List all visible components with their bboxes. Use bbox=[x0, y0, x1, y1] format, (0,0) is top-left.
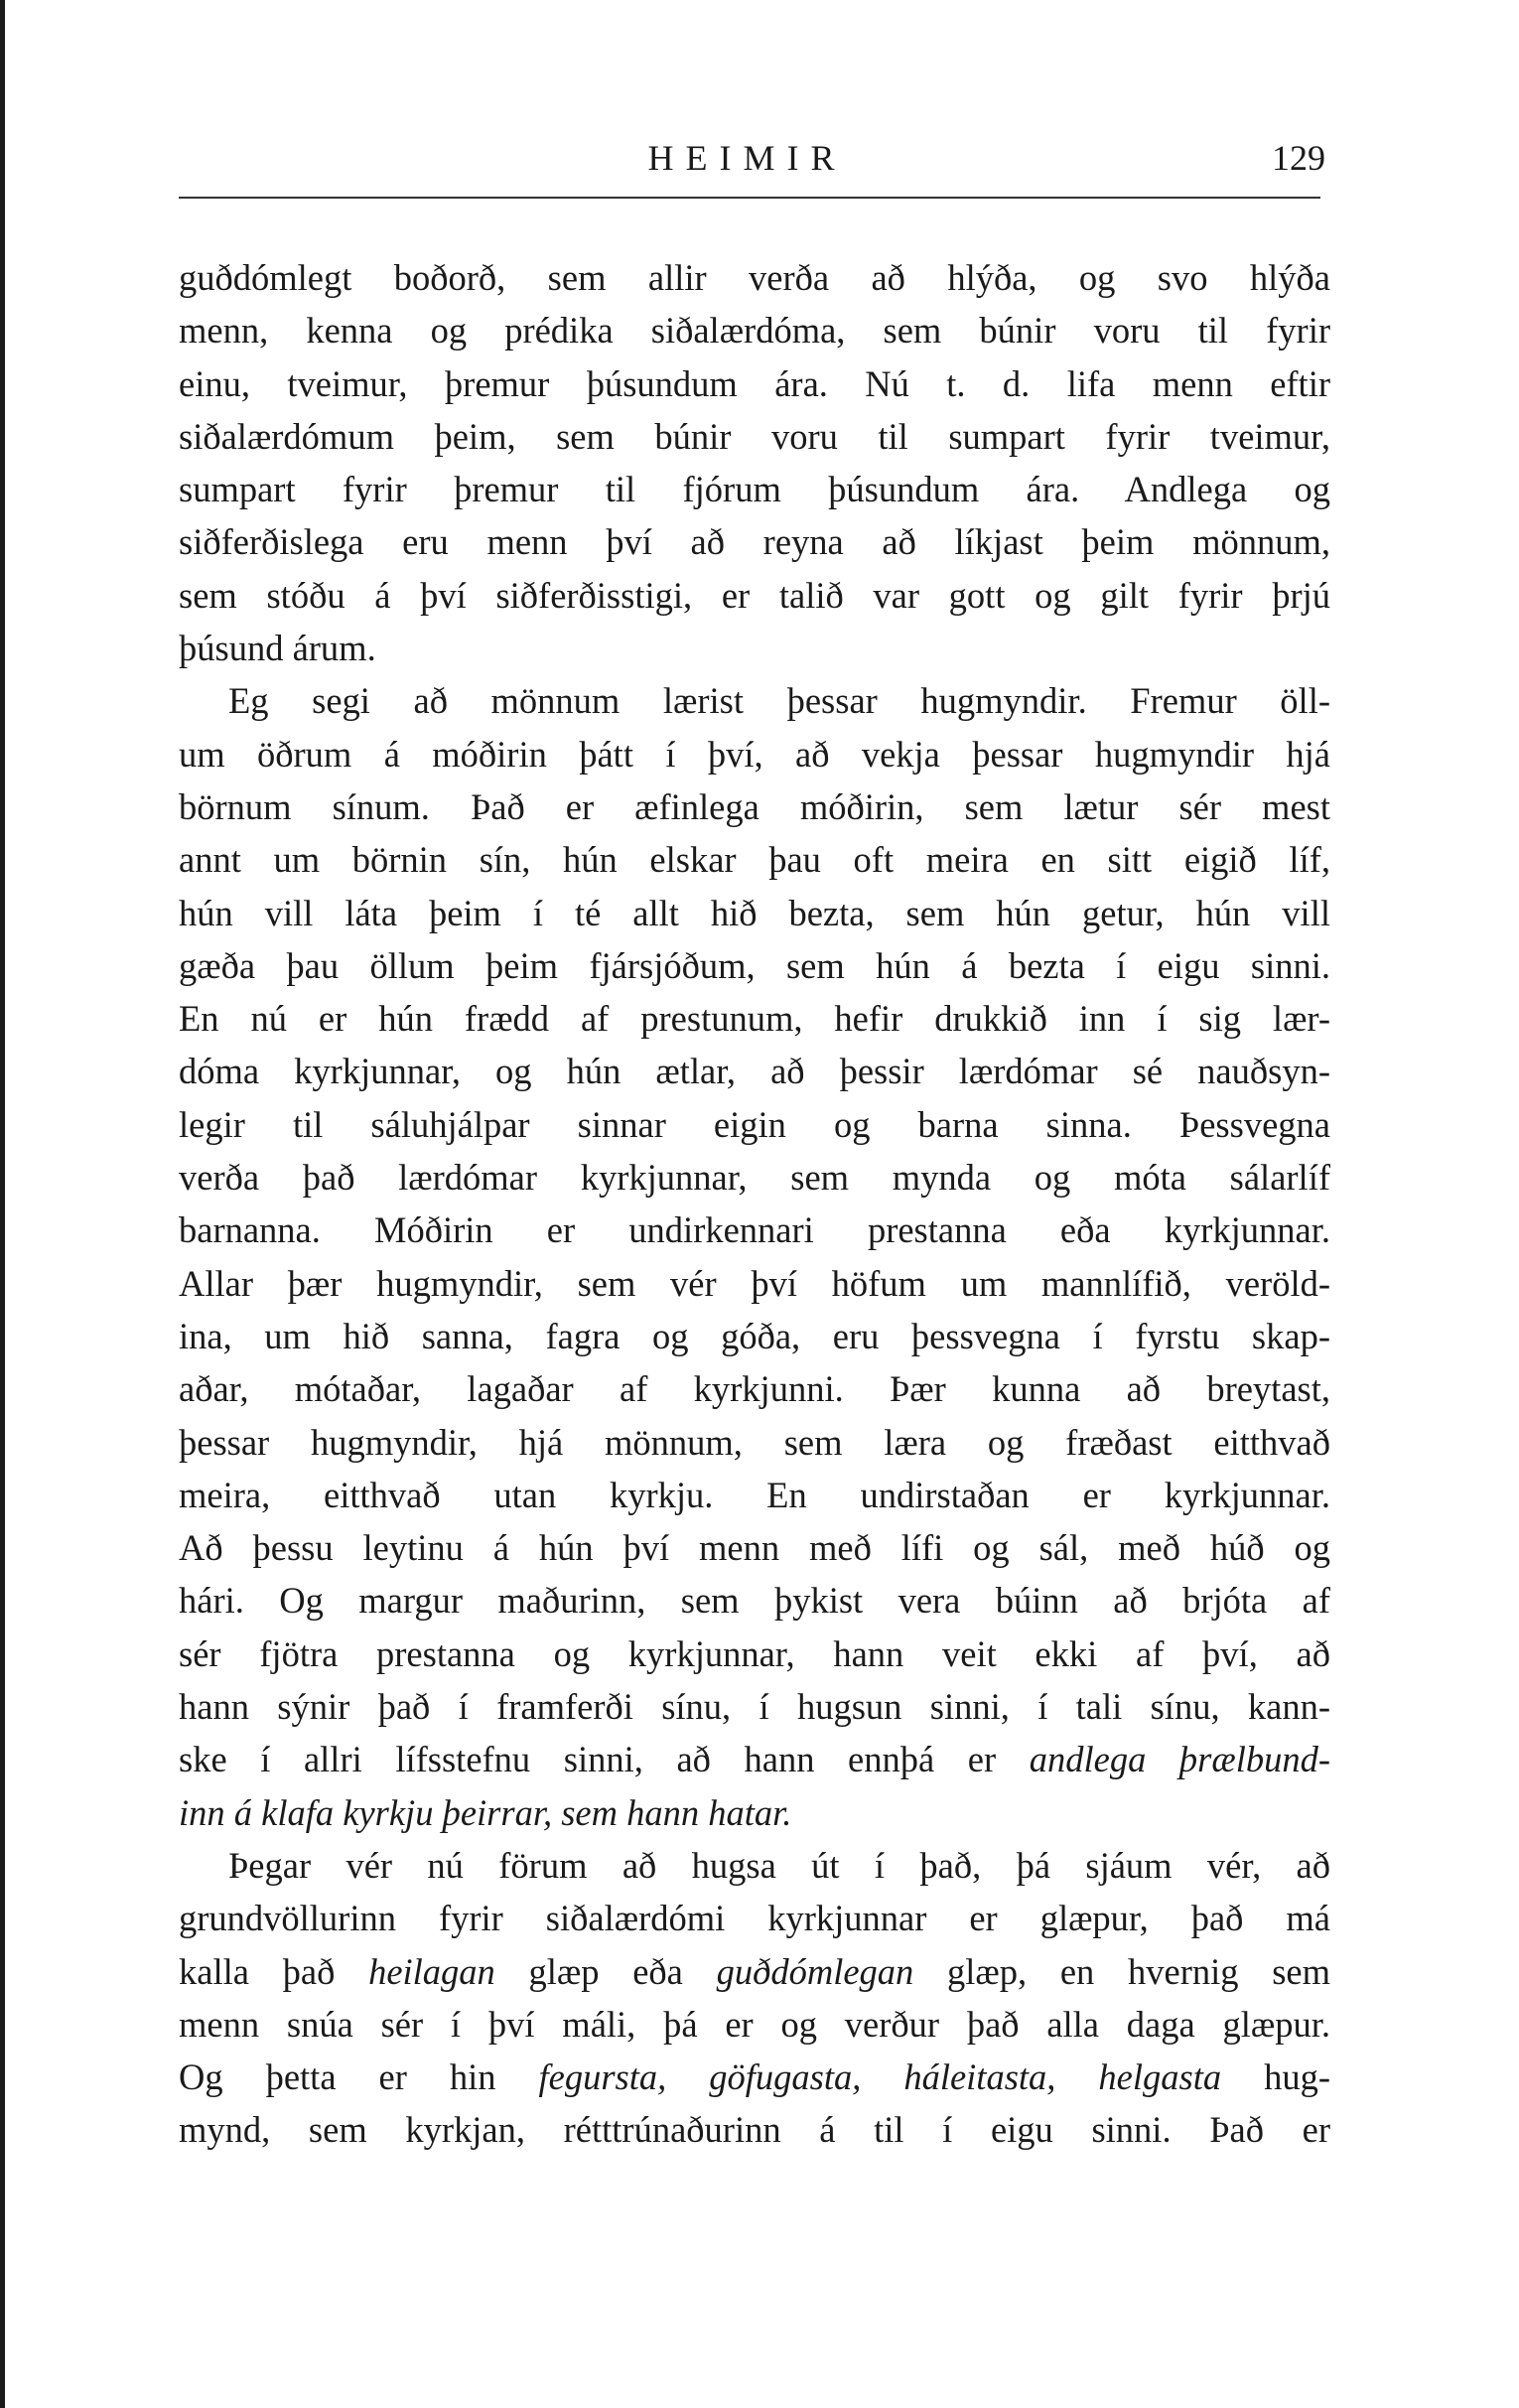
text-line: mynd, sem kyrkjan, rétttrúnaðurinn á til í eigu sinni. Það er bbox=[179, 2109, 1330, 2151]
text-line: siðalærdómum þeim, sem búnir voru til sumpart fyrir tveimur, bbox=[179, 415, 1330, 457]
text-line: guðdómlegt boðorð, sem allir verða að hlýða, og svo hlýða bbox=[179, 257, 1330, 298]
text-line-mixed bbox=[179, 1945, 1330, 1998]
text-line: Allar þær hugmyndir, sem vér því höfum um mannlífið, veröld- bbox=[179, 1262, 1330, 1304]
text-line: sumpart fyrir þremur til fjórum þúsundum ára. Andlega og bbox=[179, 469, 1330, 510]
text-line bbox=[179, 1786, 1330, 1839]
line-text: ske í allri lífsstefnu sinni, að hann ennþá er bbox=[179, 1739, 997, 1780]
text-line: grundvöllurinn fyrir siðalærdómi kyrkjunnar er glæpur, það má bbox=[179, 1898, 1330, 1939]
text-line: menn snúa sér í því máli, þá er og verður það alla daga glæpur. bbox=[179, 2003, 1330, 2045]
text-line: verða það lærdómar kyrkjunnar, sem mynda og móta sálarlíf bbox=[179, 1157, 1330, 1199]
text-line-mixed bbox=[179, 2051, 1330, 2103]
line-text: glæp, en hvernig sem bbox=[913, 1950, 1330, 1992]
text-line: menn, kenna og prédika siðalærdóma, sem búnir voru til fyrir bbox=[179, 310, 1330, 352]
header-rule bbox=[179, 197, 1320, 199]
text-line: dóma kyrkjunnar, og hún ætlar, að þessir lærdómar sé nauðsyn- bbox=[179, 1051, 1330, 1092]
text-line: hári. Og margur maðurinn, sem þykist vera búinn að brjóta af bbox=[179, 1580, 1330, 1622]
text-line: einu, tveimur, þremur þúsundum ára. Nú t. d. lifa menn eftir bbox=[179, 362, 1330, 404]
text-line: barnanna. Móðirin er undirkennari prestanna eða kyrkjunnar. bbox=[179, 1209, 1330, 1251]
line-text: hug- bbox=[1221, 2056, 1330, 2098]
text-line: annt um börnin sín, hún elskar þau oft meira en sitt eigið líf, bbox=[179, 839, 1330, 881]
italic-phrase: inn á klafa kyrkju þeirrar, sem hann hatar. bbox=[179, 1791, 792, 1833]
text-line: hann sýnir það í framferði sínu, í hugsun sinni, í tali sínu, kann- bbox=[179, 1686, 1330, 1728]
text-line: Eg segi að mönnum lærist þessar hugmyndir. Fremur öll- bbox=[228, 680, 1330, 722]
text-line: þessar hugmyndir, hjá mönnum, sem læra og fræðast eitthvað bbox=[179, 1421, 1330, 1463]
text-line: Að þessu leytinu á hún því menn með lífi og sál, með húð og bbox=[179, 1527, 1330, 1569]
text-line: gæða þau öllum þeim fjársjóðum, sem hún á bezta í eigu sinni. bbox=[179, 944, 1330, 986]
text-line: um öðrum á móðirin þátt í því, að vekja þessar hugmyndir hjá bbox=[179, 733, 1330, 775]
body-text bbox=[179, 251, 1330, 2157]
running-title: HEIMIR bbox=[647, 138, 847, 178]
text-line: legir til sáluhjálpar sinnar eigin og barna sinna. Þessvegna bbox=[179, 1103, 1330, 1145]
text-line: hún vill láta þeim í té allt hið bezta, sem hún getur, hún vill bbox=[179, 892, 1330, 933]
text-line: börnum sínum. Það er æfinlega móðirin, sem lætur sér mest bbox=[179, 785, 1330, 827]
page-edge-rule bbox=[0, 0, 5, 2408]
text-line: ina, um hið sanna, fagra og góða, eru þessvegna í fyrstu skap- bbox=[179, 1315, 1330, 1356]
text-line: þúsund árum. bbox=[179, 628, 376, 669]
italic-phrase: guðdómlegan bbox=[716, 1950, 914, 1992]
line-text: kalla það bbox=[179, 1950, 336, 1992]
text-line: Þegar vér nú förum að hugsa út í það, þá sjáum vér, að bbox=[228, 1844, 1330, 1886]
page-header bbox=[169, 137, 1325, 197]
line-text: glæp eða bbox=[494, 1950, 717, 1992]
text-line: meira, eitthvað utan kyrkju. En undirstaðan er kyrkjunnar. bbox=[179, 1474, 1330, 1515]
italic-phrase: heilagan bbox=[368, 1950, 495, 1992]
text-line-mixed bbox=[179, 1733, 1330, 1785]
page-number: 129 bbox=[1272, 138, 1325, 178]
text-line: aðar, mótaðar, lagaðar af kyrkjunni. Þær kunna að breytast, bbox=[179, 1368, 1330, 1410]
text-line: siðferðislega eru menn því að reyna að líkjast þeim mönnum, bbox=[179, 521, 1330, 563]
text-line: sér fjötra prestanna og kyrkjunnar, hann veit ekki af því, að bbox=[179, 1632, 1330, 1674]
italic-phrase: andlega þrælbund- bbox=[1029, 1739, 1330, 1780]
text-line: sem stóðu á því siðferðisstigi, er talið var gott og gilt fyrir þrjú bbox=[179, 574, 1330, 616]
line-text: Og þetta er hin bbox=[179, 2056, 496, 2098]
italic-phrase: fegursta, göfugasta, háleitasta, helgasta bbox=[538, 2056, 1222, 2098]
text-line: En nú er hún frædd af prestunum, hefir drukkið inn í sig lær- bbox=[179, 998, 1330, 1040]
